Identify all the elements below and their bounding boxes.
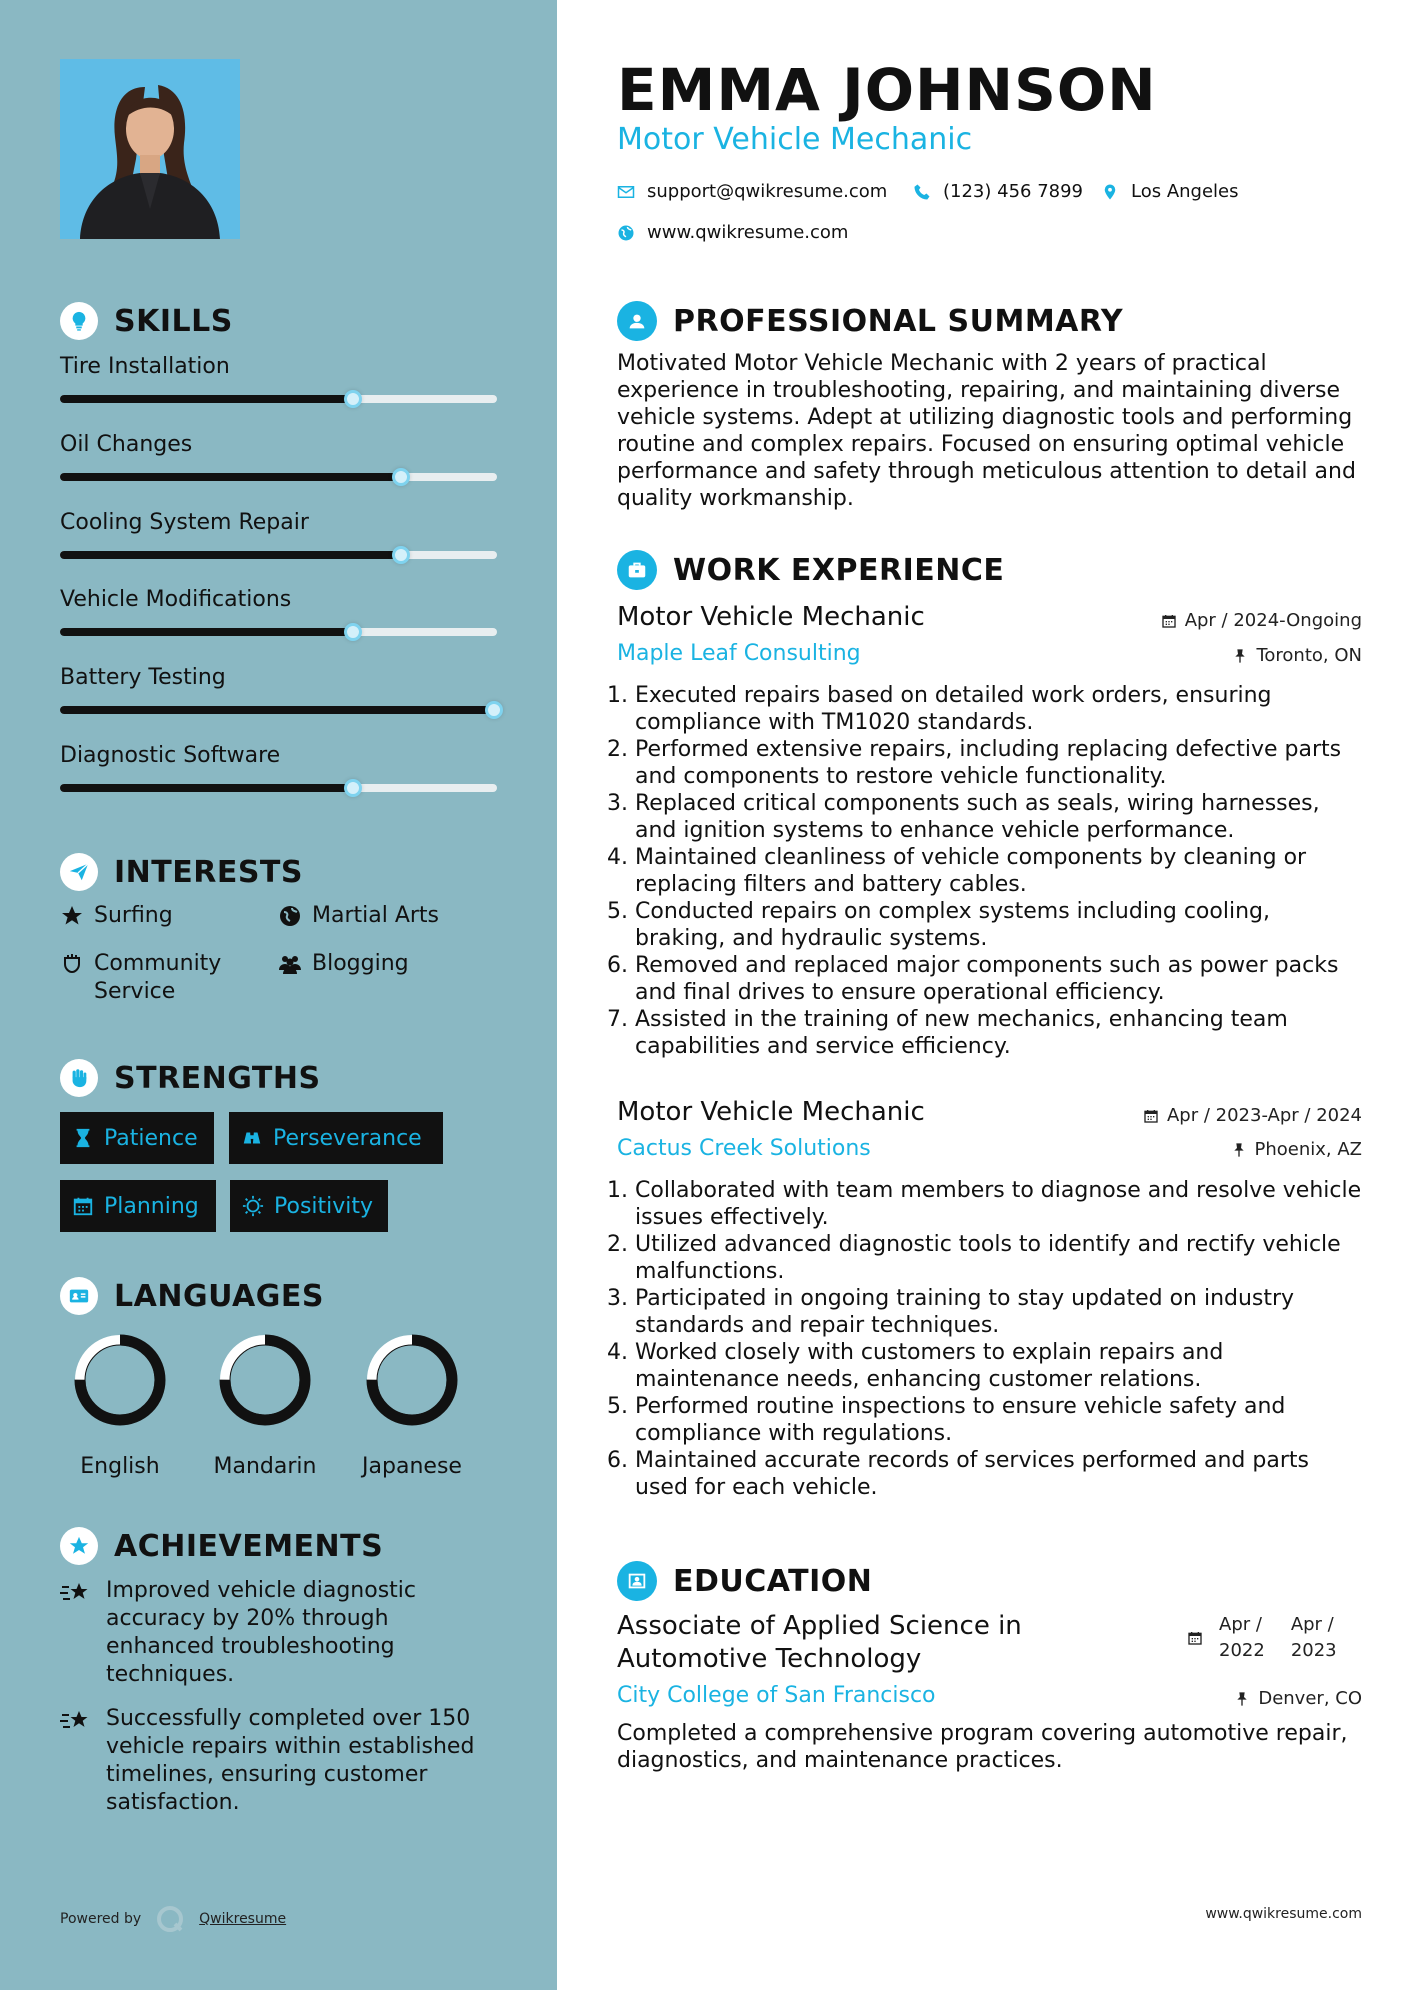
education-description: Completed a comprehensive program covering automotive repair, diagnostics, and maintenance practices. [617, 1721, 1348, 1773]
skill-item [60, 665, 497, 690]
users-icon [278, 952, 302, 976]
sidebar [0, 0, 557, 1990]
powered-by [60, 1904, 286, 1934]
job-dates-text: Apr / 2024-Ongoing [1184, 610, 1362, 631]
job-location-text: Phoenix, AZ [1254, 1139, 1362, 1160]
star-icon [60, 904, 84, 928]
interests-title: INTERESTS [114, 854, 303, 890]
education-location [1234, 1688, 1362, 1709]
job-bullet: 5. Conducted repairs on complex systems including cooling, braking, and hydraulic systems. [635, 898, 1362, 952]
candidate-title: Motor Vehicle Mechanic [617, 122, 973, 157]
skill-bar-fill [60, 784, 353, 792]
interests-header [60, 853, 303, 891]
job-bullet: 7. Assisted in the training of new mechanics, enhancing team capabilities and service efficiency. [635, 1006, 1362, 1060]
language-level-ring [362, 1330, 462, 1430]
education-school: City College of San Francisco [617, 1683, 936, 1708]
job-dates [1143, 1105, 1362, 1126]
contact-website[interactable] [617, 222, 848, 243]
candidate-name: EMMA JOHNSON [617, 56, 1157, 124]
achievement-text: Improved vehicle diagnostic accuracy by 20% through enhanced troubleshooting techniques. [106, 1578, 416, 1687]
email-text: support@qwikresume.com [647, 181, 888, 202]
interest-label: Community Service [94, 951, 222, 1004]
sun-icon [242, 1195, 264, 1217]
job-company: Cactus Creek Solutions [617, 1136, 871, 1161]
education-end-year: 2023 [1290, 1640, 1337, 1661]
job-bullet: 4. Worked closely with customers to explain repairs and maintenance needs, enhancing customer relations. [635, 1339, 1362, 1393]
job-role: Motor Vehicle Mechanic [617, 1097, 925, 1127]
education-header [617, 1561, 872, 1601]
job-dates [1161, 610, 1362, 631]
skill-label: Battery Testing [60, 665, 226, 690]
star-badge-icon [60, 1527, 98, 1565]
footer-url[interactable]: www.qwikresume.com [1205, 1906, 1362, 1922]
paper-plane-icon [60, 853, 98, 891]
lightbulb-icon [60, 302, 98, 340]
calendar-icon [1187, 1630, 1203, 1646]
skill-level-handle [344, 390, 362, 408]
strength-planning [60, 1180, 216, 1232]
strength-label: Patience [104, 1125, 198, 1151]
phone-icon [913, 183, 931, 201]
skill-bar-fill [60, 628, 353, 636]
language-label: Japanese [362, 1454, 462, 1479]
skill-bar-fill [60, 395, 353, 403]
contact-phone[interactable] [913, 181, 1083, 202]
calendar-icon [72, 1195, 94, 1217]
job-bullet: 5. Performed routine inspections to ensure vehicle safety and compliance with regulations. [635, 1393, 1362, 1447]
user-icon [617, 301, 657, 341]
strength-label: Positivity [274, 1193, 374, 1219]
fist-icon [60, 1059, 98, 1097]
skill-bar [60, 395, 497, 403]
pin-icon [1234, 1691, 1250, 1707]
experience-title: WORK EXPERIENCE [673, 552, 1005, 588]
education-end-month: Apr / [1290, 1614, 1334, 1635]
job-bullets [617, 1177, 1362, 1501]
job-bullet: 6. Removed and replaced major components such as power packs and final drives to ensure operational efficiency. [635, 952, 1362, 1006]
job-location [1232, 645, 1362, 666]
summary-title: PROFESSIONAL SUMMARY [673, 303, 1124, 339]
skill-bar-fill [60, 551, 401, 559]
education-title: EDUCATION [673, 1563, 873, 1599]
summary-header [617, 301, 1123, 341]
qwikresume-logo-icon [155, 1904, 185, 1934]
skill-level-handle [392, 468, 410, 486]
language-item [55, 1330, 185, 1479]
skill-level-handle [344, 779, 362, 797]
achievement-item [60, 1705, 500, 1817]
job-location-text: Toronto, ON [1256, 645, 1362, 666]
education-degree: Associate of Applied Science in Automotive Technology [617, 1611, 1022, 1674]
skill-level-handle [392, 546, 410, 564]
pin-icon [1232, 648, 1248, 664]
skill-level-handle [485, 701, 503, 719]
skill-item [60, 743, 497, 768]
calendar-icon [1161, 613, 1177, 629]
skill-bar-fill [60, 473, 401, 481]
shooting-star-icon [60, 1579, 92, 1607]
pin-icon [1231, 1142, 1247, 1158]
job-bullet: 2. Utilized advanced diagnostic tools to identify and rectify vehicle malfunctions. [635, 1231, 1362, 1285]
achievements-title: ACHIEVEMENTS [114, 1528, 384, 1564]
skill-bar-fill [60, 706, 497, 714]
job-bullet: 4. Maintained cleanliness of vehicle components by cleaning or replacing filters and battery cables. [635, 844, 1362, 898]
briefcase-icon [617, 550, 657, 590]
interest-label: Blogging [312, 951, 409, 976]
strength-perseverance [229, 1112, 443, 1164]
achievement-text: Successfully completed over 150 vehicle repairs within established timelines, ensuring customer satisfaction. [106, 1706, 475, 1815]
education-start-year: 2022 [1219, 1640, 1265, 1661]
id-card-icon [60, 1277, 98, 1315]
interest-surfing [60, 902, 173, 930]
education-dates [1187, 1612, 1337, 1664]
strength-label: Perseverance [273, 1125, 422, 1151]
languages-header [60, 1277, 324, 1315]
job-bullet: 2. Performed extensive repairs, including replacing defective parts and components to restore vehicle functionality. [635, 736, 1362, 790]
job-bullet: 3. Replaced critical components such as seals, wiring harnesses, and ignition systems to enhance vehicle performance. [635, 790, 1362, 844]
profile-photo [60, 59, 240, 239]
language-item [347, 1330, 477, 1479]
qwikresume-link[interactable]: Qwikresume [199, 1911, 287, 1927]
job-bullets [617, 682, 1362, 1060]
skill-bar [60, 706, 497, 714]
achievements-header [60, 1527, 383, 1565]
skill-label: Vehicle Modifications [60, 587, 292, 612]
interest-martial-arts [278, 902, 439, 930]
contact-email[interactable] [617, 181, 887, 202]
job-bullet: 6. Maintained accurate records of services performed and parts used for each vehicle. [635, 1447, 1362, 1501]
hand-icon [60, 952, 84, 976]
shooting-star-icon [60, 1707, 92, 1735]
education-end [1281, 1612, 1337, 1664]
job-location [1231, 1139, 1363, 1160]
skill-label: Diagnostic Software [60, 743, 281, 768]
calendar-icon [1143, 1108, 1159, 1124]
skill-label: Tire Installation [60, 354, 230, 379]
job-bullet: 1. Collaborated with team members to diagnose and resolve vehicle issues effectively. [635, 1177, 1362, 1231]
strength-patience [60, 1112, 214, 1164]
skill-bar [60, 784, 497, 792]
strengths-title: STRENGTHS [114, 1060, 321, 1096]
job-role: Motor Vehicle Mechanic [617, 602, 925, 632]
language-item [200, 1330, 330, 1479]
skill-bar [60, 473, 497, 481]
powered-by-label: Powered by [60, 1911, 142, 1927]
binoculars-icon [241, 1127, 263, 1149]
skill-label: Oil Changes [60, 432, 193, 457]
strength-positivity [230, 1180, 388, 1232]
skills-header [60, 302, 233, 340]
education-start [1219, 1612, 1265, 1664]
envelope-icon [617, 183, 635, 201]
globe-icon [278, 904, 302, 928]
hourglass-icon [72, 1127, 94, 1149]
skills-title: SKILLS [114, 303, 233, 339]
strengths-header [60, 1059, 321, 1097]
language-level-ring [215, 1330, 315, 1430]
skill-bar [60, 551, 497, 559]
job-company: Maple Leaf Consulting [617, 641, 861, 666]
skill-label: Cooling System Repair [60, 510, 309, 535]
location-text: Los Angeles [1131, 181, 1239, 202]
graduation-icon [617, 1561, 657, 1601]
contact-location [1101, 181, 1239, 202]
main-content [557, 0, 1407, 1990]
summary-text: Motivated Motor Vehicle Mechanic with 2 years of practical experience in troubleshooting, repairing, and maintaining diverse vehicle systems. Adept at utilizing diagnostic tools and performing routine and complex repairs. Focused on ensuring optimal vehicle performance and safety through meticulous attention to detail and quality workmanship. [617, 351, 1356, 511]
interest-label: Surfing [94, 903, 173, 928]
education-start-month: Apr / [1219, 1614, 1262, 1635]
strength-label: Planning [104, 1193, 199, 1219]
job-bullet: 1. Executed repairs based on detailed work orders, ensuring compliance with TM1020 standards. [635, 682, 1362, 736]
skill-item [60, 432, 497, 457]
skill-bar [60, 628, 497, 636]
interest-blogging [278, 950, 409, 978]
achievement-item [60, 1577, 500, 1689]
skill-item [60, 587, 497, 612]
website-text: www.qwikresume.com [647, 222, 849, 243]
language-label: Mandarin [213, 1454, 317, 1479]
phone-text: (123) 456 7899 [943, 181, 1084, 202]
map-pin-icon [1101, 183, 1119, 201]
experience-header [617, 550, 1004, 590]
skill-level-handle [344, 623, 362, 641]
languages-title: LANGUAGES [114, 1278, 324, 1314]
globe-icon [617, 224, 635, 242]
language-level-ring [70, 1330, 170, 1430]
interest-label: Martial Arts [312, 903, 440, 928]
interest-community-service [60, 950, 260, 1006]
education-location-text: Denver, CO [1258, 1688, 1362, 1709]
job-bullet: 3. Participated in ongoing training to stay updated on industry standards and repair techniques. [635, 1285, 1362, 1339]
skill-item [60, 354, 497, 379]
skill-item [60, 510, 497, 535]
language-label: English [80, 1454, 160, 1479]
job-dates-text: Apr / 2023-Apr / 2024 [1166, 1105, 1362, 1126]
